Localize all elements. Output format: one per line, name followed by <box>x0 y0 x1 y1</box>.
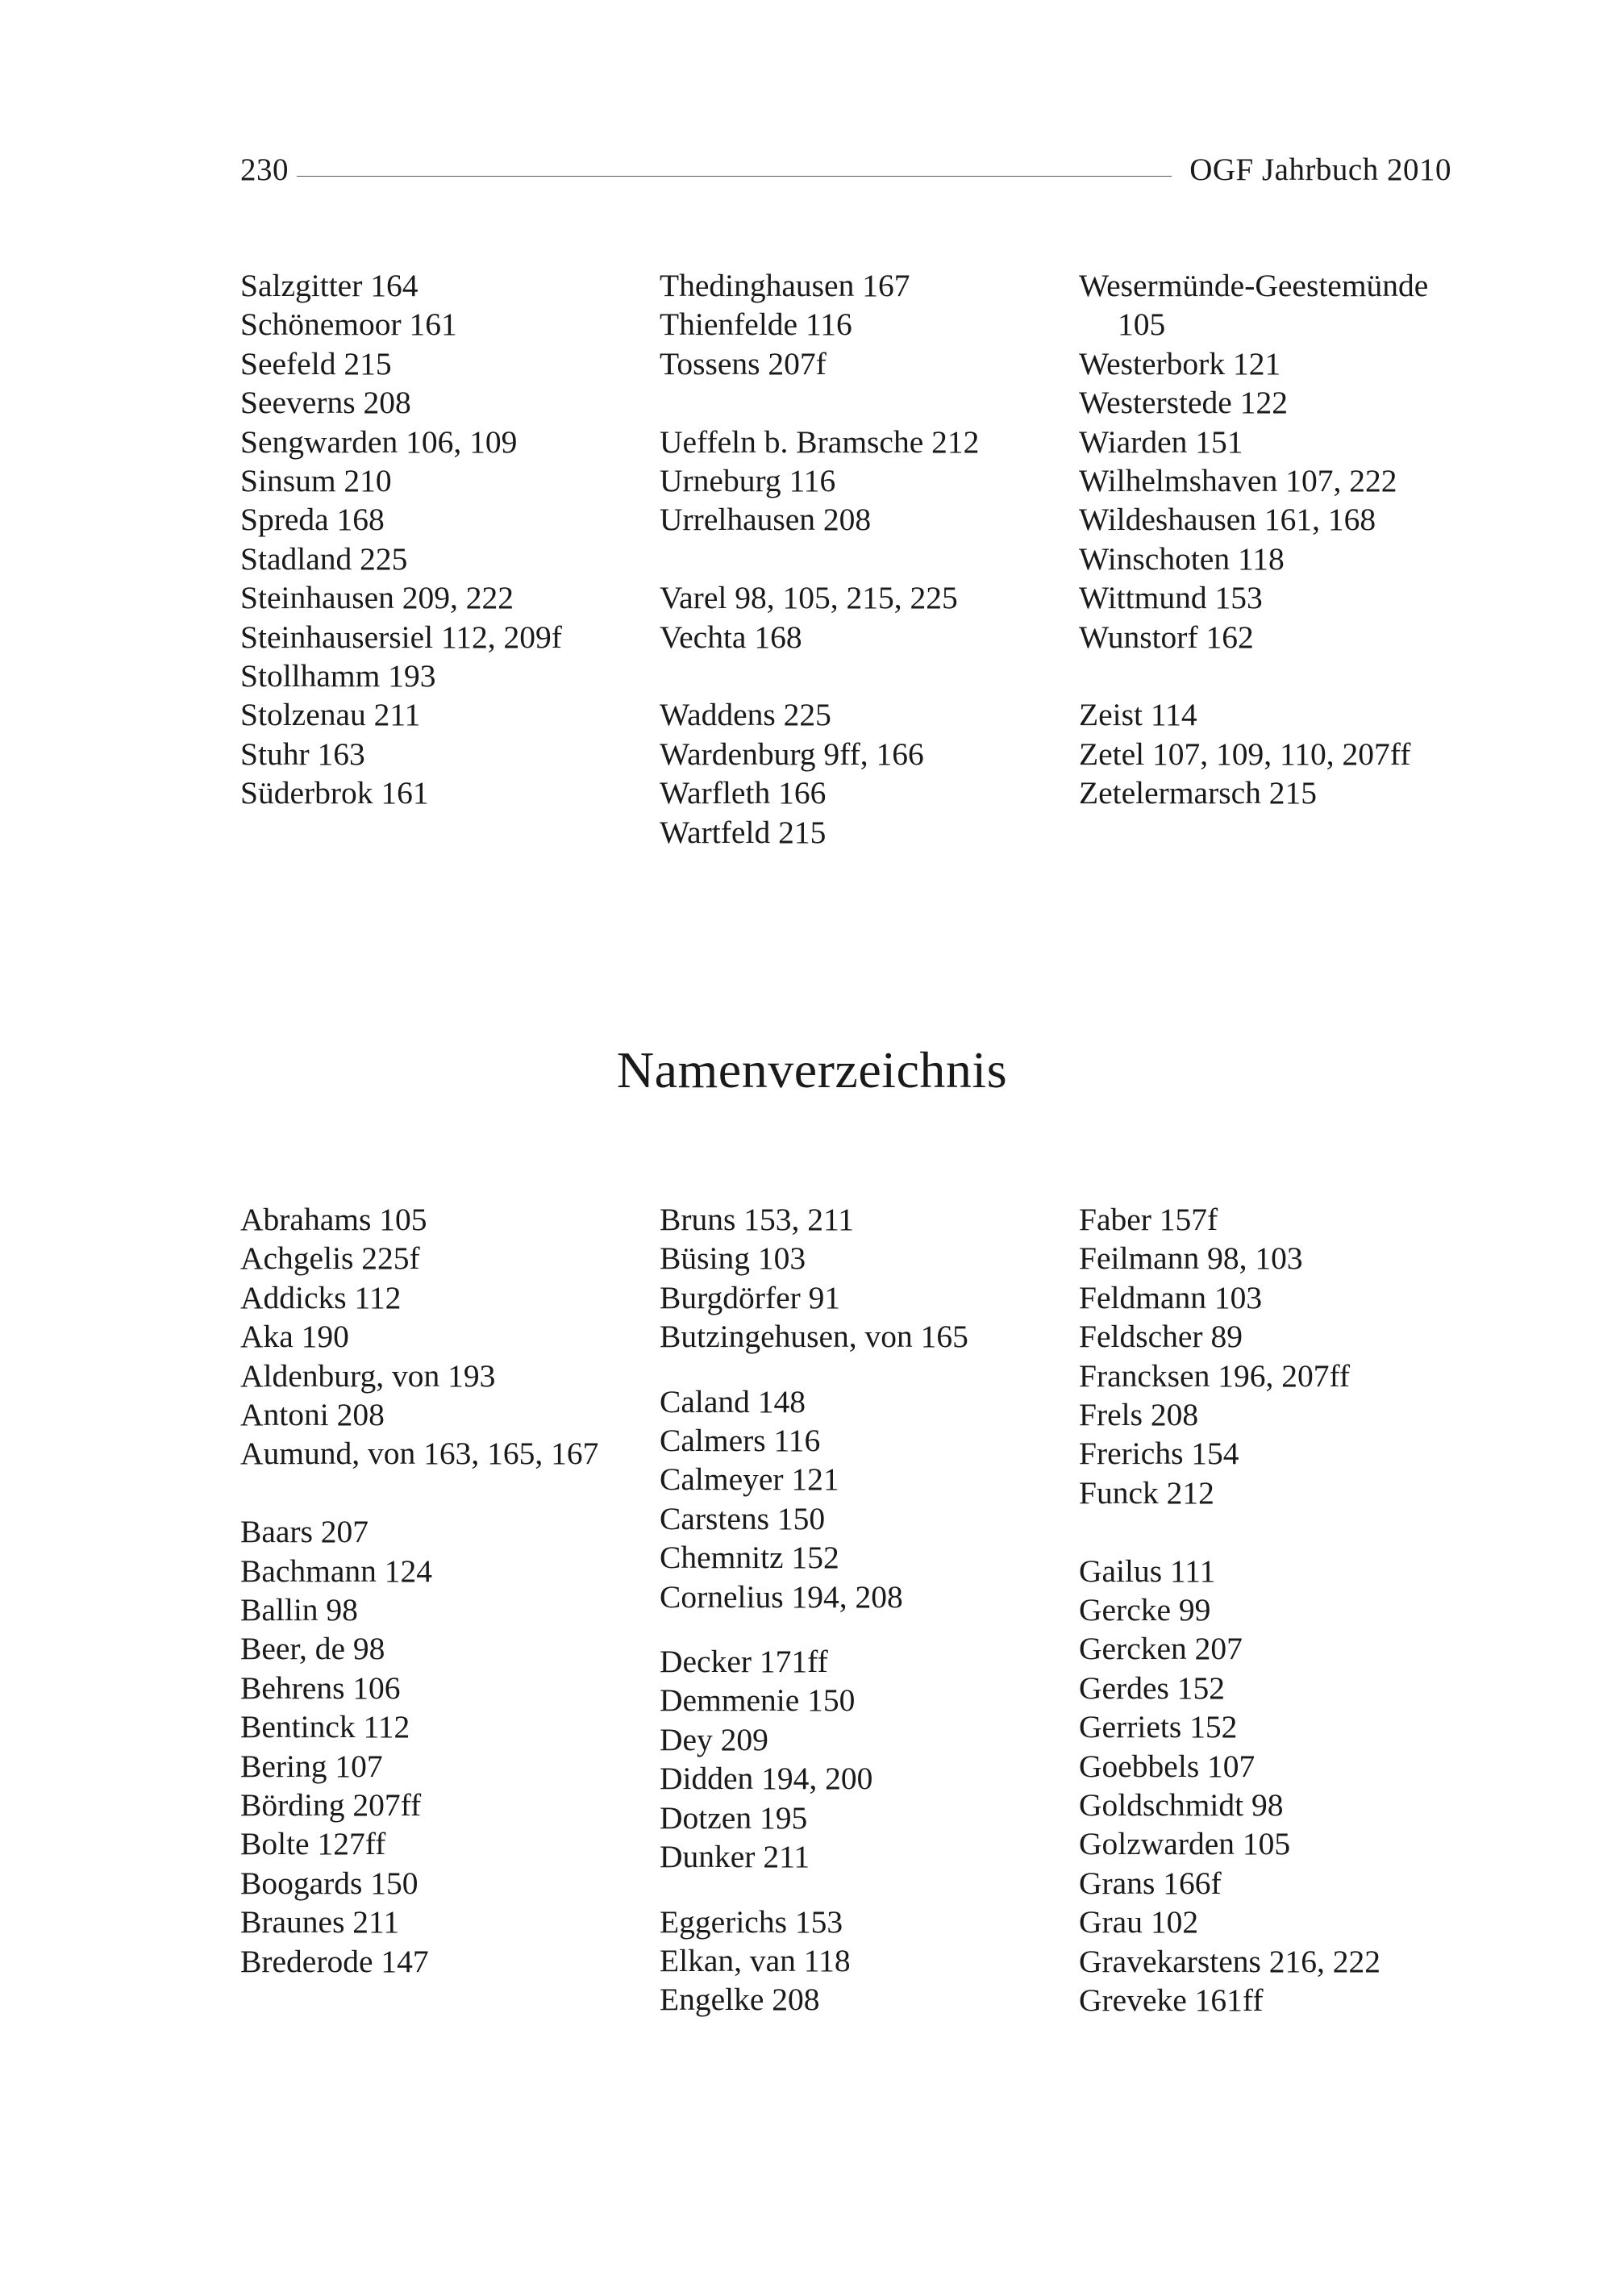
index-entry: Funck 212 <box>1079 1474 1214 1511</box>
page-number: 230 <box>240 152 289 187</box>
index-entry: Gailus 111 <box>1079 1553 1216 1589</box>
name-column-3 <box>1079 1200 1498 2020</box>
group-gap <box>660 1357 1079 1382</box>
place-group <box>660 423 1079 540</box>
index-entry: Salzgitter 164 <box>240 268 418 303</box>
name-group <box>660 1200 1079 1357</box>
index-entry: Eggerichs 153 <box>660 1903 843 1940</box>
index-entry: Ueffeln b. Bramsche 212 <box>660 423 980 460</box>
index-entry: Decker 171ff <box>660 1644 828 1680</box>
place-group <box>240 266 660 813</box>
index-entry: Wardenburg 9ff, 166 <box>660 736 924 772</box>
index-entry: Feldscher 89 <box>1079 1319 1243 1355</box>
index-entry: Wildeshausen 161, 168 <box>1079 502 1376 538</box>
name-group <box>660 1382 1079 1616</box>
index-entry: Calmeyer 121 <box>660 1461 839 1498</box>
index-entry: Bentinck 112 <box>240 1709 410 1745</box>
name-group <box>660 1903 1079 2019</box>
page-header <box>240 148 1451 190</box>
index-entry: Aka 190 <box>240 1319 349 1355</box>
index-entry: Greveke 161ff <box>1079 1982 1264 2019</box>
index-entry: Beer, de 98 <box>240 1631 385 1667</box>
index-entry: Gercke 99 <box>1079 1592 1211 1628</box>
index-entry: Warfleth 166 <box>660 775 827 811</box>
name-group <box>240 1200 660 1473</box>
place-column-3 <box>1079 266 1498 852</box>
index-entry: Stollhamm 193 <box>240 658 436 694</box>
index-entry: Varel 98, 105, 215, 225 <box>660 580 958 616</box>
index-entry: Ballin 98 <box>240 1592 358 1628</box>
place-index <box>240 266 1498 852</box>
index-entry: Sinsum 210 <box>240 463 392 499</box>
journal-title: OGF Jahrbuch 2010 <box>1189 152 1451 187</box>
index-entry: Süderbrok 161 <box>240 775 429 811</box>
index-entry: Golzwarden 105 <box>1079 1826 1291 1862</box>
index-entry: Faber 157f <box>1079 1202 1218 1237</box>
index-entry: Spreda 168 <box>240 502 385 538</box>
index-entry: Seefeld 215 <box>240 345 392 381</box>
index-entry: Urneburg 116 <box>660 463 836 499</box>
index-entry: Bering 107 <box>240 1748 383 1784</box>
index-entry: Caland 148 <box>660 1383 806 1419</box>
group-gap <box>240 1473 660 1512</box>
index-entry: Schönemoor 161 <box>240 306 457 343</box>
index-entry: Steinhausersiel 112, 209f <box>240 619 562 655</box>
index-entry: Antoni 208 <box>240 1397 385 1433</box>
index-entry: Didden 194, 200 <box>660 1761 873 1797</box>
index-entry: Gravekarstens 216, 222 <box>1079 1943 1381 1979</box>
index-entry: Goldschmidt 98 <box>1079 1787 1284 1824</box>
index-entry: Wilhelmshaven 107, 222 <box>1079 463 1397 499</box>
index-entry: Achgelis 225f <box>240 1240 420 1277</box>
index-entry: Elkan, van 118 <box>660 1942 851 1978</box>
index-entry: Behrens 106 <box>240 1669 401 1706</box>
group-gap <box>660 1616 1079 1642</box>
index-entry: Frerichs 154 <box>1079 1436 1239 1472</box>
index-entry: Boogards 150 <box>240 1865 418 1901</box>
index-entry: Vechta 168 <box>660 619 802 655</box>
place-group <box>660 578 1079 656</box>
index-entry: Dunker 211 <box>660 1839 810 1875</box>
index-entry: Grans 166f <box>1079 1865 1222 1901</box>
index-entry: Engelke 208 <box>660 1982 820 2018</box>
index-entry: Zeist 114 <box>1079 697 1197 733</box>
index-entry: Stuhr 163 <box>240 736 365 772</box>
index-entry: Grau 102 <box>1079 1904 1199 1940</box>
group-gap <box>1079 1512 1498 1551</box>
index-entry: Wesermünde-Geestemünde 105 <box>1079 268 1429 343</box>
index-entry: Winschoten 118 <box>1079 540 1285 577</box>
place-group <box>660 266 1079 383</box>
index-entry: Bachmann 124 <box>240 1553 433 1589</box>
group-gap <box>660 540 1079 578</box>
index-entry: Börding 207ff <box>240 1787 422 1824</box>
index-entry: Wunstorf 162 <box>1079 619 1254 655</box>
index-entry: Feldmann 103 <box>1079 1279 1263 1315</box>
index-entry: Bolte 127ff <box>240 1826 386 1862</box>
index-entry: Burgdörfer 91 <box>660 1279 841 1315</box>
index-entry: Wartfeld 215 <box>660 814 827 850</box>
index-entry: Braunes 211 <box>240 1904 400 1940</box>
index-entry: Gerdes 152 <box>1079 1669 1225 1706</box>
name-group <box>660 1642 1079 1876</box>
place-column-1 <box>240 266 660 852</box>
index-entry: Carstens 150 <box>660 1500 826 1536</box>
index-entry: Zetel 107, 109, 110, 207ff <box>1079 736 1411 772</box>
index-entry: Thedinghausen 167 <box>660 268 910 303</box>
index-entry: Büsing 103 <box>660 1240 806 1277</box>
index-entry: Feilmann 98, 103 <box>1079 1240 1303 1277</box>
index-entry: Dotzen 195 <box>660 1799 808 1836</box>
group-gap <box>660 656 1079 695</box>
index-entry: Dey 209 <box>660 1721 768 1757</box>
index-entry: Zetelermarsch 215 <box>1079 775 1318 811</box>
index-entry: Stolzenau 211 <box>240 697 421 733</box>
group-gap <box>1079 656 1498 695</box>
index-entry: Calmers 116 <box>660 1423 821 1459</box>
index-entry: Gerriets 152 <box>1079 1709 1238 1745</box>
name-column-2 <box>660 1200 1079 2020</box>
index-entry: Baars 207 <box>240 1514 369 1550</box>
index-entry: Chemnitz 152 <box>660 1540 839 1576</box>
index-entry: Westerbork 121 <box>1079 345 1281 381</box>
index-entry: Tossens 207f <box>660 345 827 381</box>
place-group <box>1079 695 1498 812</box>
name-column-1 <box>240 1200 660 2020</box>
index-entry: Urrelhausen 208 <box>660 502 872 538</box>
index-entry: Gercken 207 <box>1079 1631 1243 1667</box>
header-rule <box>297 176 1172 177</box>
index-entry: Thienfelde 116 <box>660 306 852 343</box>
name-group <box>1079 1200 1498 1512</box>
name-index <box>240 1200 1498 2020</box>
group-gap <box>660 1877 1079 1903</box>
group-gap <box>660 383 1079 422</box>
index-entry: Waddens 225 <box>660 697 831 733</box>
name-group <box>240 1512 660 1981</box>
index-entry: Cornelius 194, 208 <box>660 1578 903 1615</box>
index-entry: Frels 208 <box>1079 1397 1199 1433</box>
place-group <box>660 695 1079 852</box>
index-entry: Seeverns 208 <box>240 385 411 421</box>
index-entry: Abrahams 105 <box>240 1202 427 1237</box>
index-entry: Sengwarden 106, 109 <box>240 423 518 460</box>
index-entry: Bruns 153, 211 <box>660 1202 855 1237</box>
index-entry: Goebbels 107 <box>1079 1748 1255 1784</box>
index-entry: Brederode 147 <box>240 1943 429 1979</box>
place-column-2 <box>660 266 1079 852</box>
index-entry: Aumund, von 163, 165, 167 <box>240 1436 599 1472</box>
name-group <box>1079 1552 1498 2020</box>
index-entry: Wittmund 153 <box>1079 580 1263 616</box>
place-group <box>1079 266 1498 656</box>
section-title: Namenverzeichnis <box>616 1041 1008 1098</box>
index-entry: Addicks 112 <box>240 1279 402 1315</box>
index-entry: Westerstede 122 <box>1079 385 1288 421</box>
index-entry: Steinhausen 209, 222 <box>240 580 514 616</box>
index-entry: Wiarden 151 <box>1079 423 1243 460</box>
index-entry: Demmenie 150 <box>660 1682 856 1719</box>
index-entry: Butzingehusen, von 165 <box>660 1319 968 1355</box>
index-entry: Francksen 196, 207ff <box>1079 1357 1351 1394</box>
index-entry: Aldenburg, von 193 <box>240 1357 496 1394</box>
index-entry: Stadland 225 <box>240 540 408 577</box>
